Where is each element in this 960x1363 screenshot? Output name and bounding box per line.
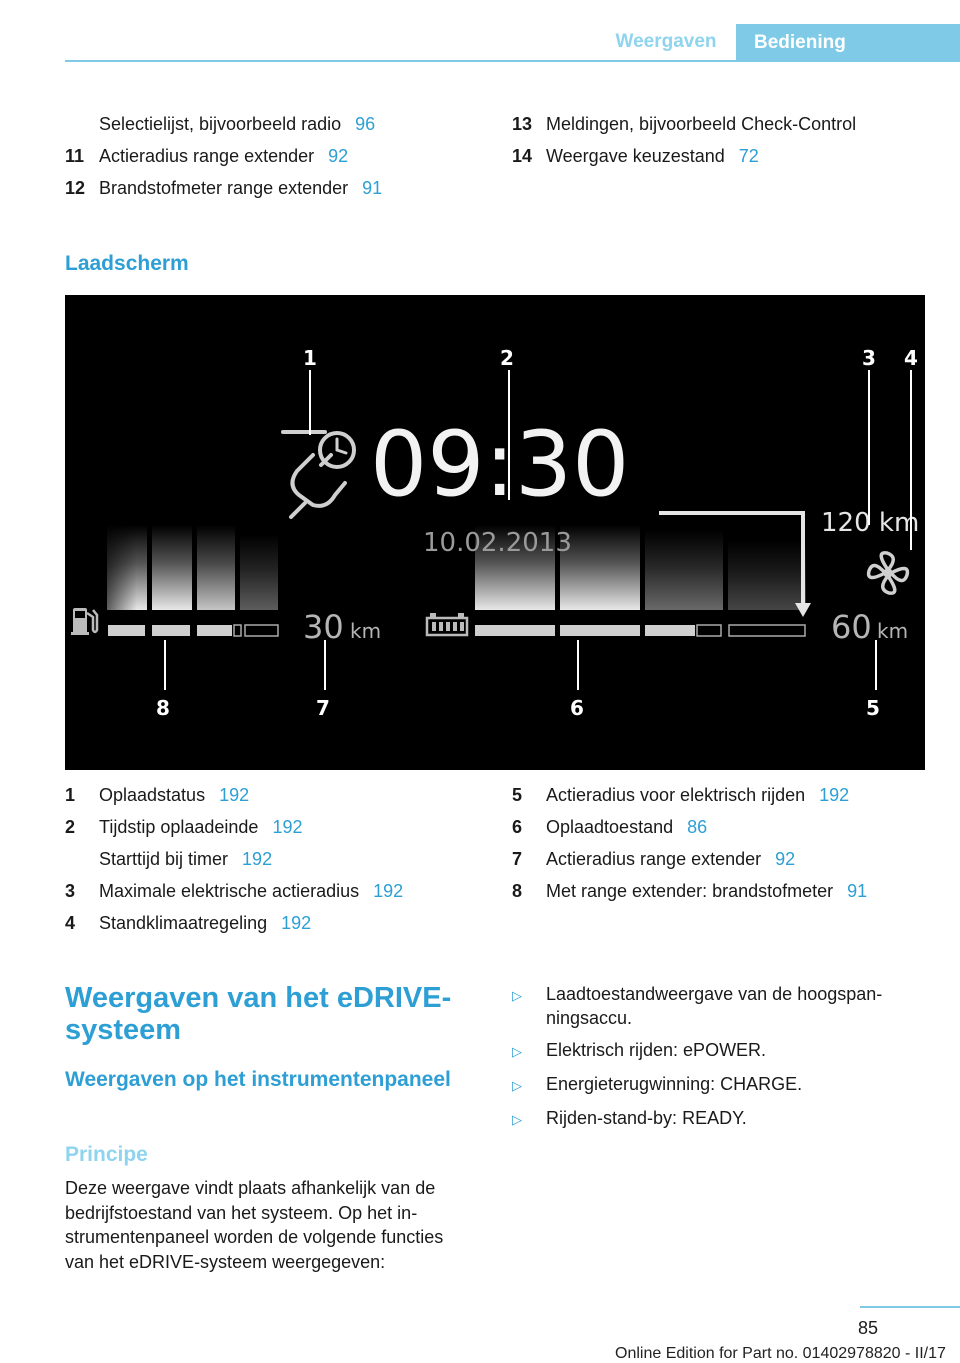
clock-time: 09:30 bbox=[370, 412, 630, 517]
callout-3: 3 bbox=[862, 346, 876, 370]
page-ref-link[interactable]: 91 bbox=[362, 178, 383, 198]
page-ref-link[interactable]: 91 bbox=[847, 881, 868, 901]
list-item: 2 Tijdstip oplaadeinde 192 bbox=[65, 811, 495, 843]
callout-5: 5 bbox=[866, 696, 880, 720]
callout-2: 2 bbox=[500, 346, 514, 370]
page-ref-link[interactable]: 192 bbox=[819, 785, 850, 805]
list-item: ▷ Laadtoestandweergave van de hoogspanningsaccu. bbox=[512, 984, 883, 1028]
page-ref-link[interactable]: 86 bbox=[687, 817, 708, 837]
electric-range-unit: km bbox=[877, 619, 909, 643]
list-item: Starttijd bij timer 192 bbox=[65, 843, 495, 875]
callout-6: 6 bbox=[570, 696, 584, 720]
legend-left bbox=[65, 779, 495, 939]
list-item: ▷ Energieterugwinning: CHARGE. bbox=[512, 1072, 932, 1098]
tab-bediening[interactable]: Bediening bbox=[736, 24, 960, 62]
page-header bbox=[0, 24, 960, 62]
list-item: 5 Actieradius voor elektrisch rijden 192 bbox=[512, 779, 952, 811]
bullet-triangle-icon: ▷ bbox=[512, 1044, 522, 1059]
tab-weergaven[interactable]: Weergaven bbox=[615, 31, 717, 52]
callout-1: 1 bbox=[303, 346, 317, 370]
battery-icon bbox=[427, 613, 467, 635]
charging-screen-image bbox=[65, 295, 925, 770]
page-ref-link[interactable]: 192 bbox=[272, 817, 303, 837]
bullet-triangle-icon: ▷ bbox=[512, 1112, 522, 1127]
subsection-heading-instrument-panel: Weergaven op het instrumentenpaneel bbox=[65, 1068, 451, 1091]
callout-8: 8 bbox=[156, 696, 170, 720]
page-number: 85 bbox=[858, 1318, 879, 1338]
page-ref-link[interactable]: 92 bbox=[328, 146, 349, 166]
page-ref-link[interactable]: 192 bbox=[242, 849, 273, 869]
top-left-list bbox=[65, 108, 495, 204]
page-ref-link[interactable]: 192 bbox=[219, 785, 250, 805]
list-item: Selectielijst, bijvoorbeeld radio 96 bbox=[65, 108, 495, 140]
page-ref-link[interactable]: 96 bbox=[355, 114, 376, 134]
subheading-principe: Principe bbox=[65, 1143, 148, 1166]
page-ref-link[interactable]: 192 bbox=[281, 913, 312, 933]
page-ref-link[interactable]: 92 bbox=[775, 849, 796, 869]
bullet-triangle-icon: ▷ bbox=[512, 988, 522, 1003]
list-item: 13 Meldingen, bijvoorbeeld Check-Control bbox=[512, 114, 857, 134]
list-item: 1 Oplaadstatus 192 bbox=[65, 779, 495, 811]
fuel-range-unit: km bbox=[350, 619, 382, 643]
bullet-list bbox=[512, 982, 932, 1140]
list-item: 6 Oplaadtoestand 86 bbox=[512, 811, 952, 843]
bullet-triangle-icon: ▷ bbox=[512, 1078, 522, 1093]
callout-4: 4 bbox=[904, 346, 918, 370]
fan-icon bbox=[869, 553, 908, 593]
electric-range-value: 60 bbox=[831, 608, 872, 646]
list-item: 3 Maximale elektrische actieradius 192 bbox=[65, 875, 495, 907]
fuel-range-value: 30 bbox=[303, 608, 344, 646]
max-range-label: 120 km bbox=[821, 508, 920, 538]
list-item: 8 Met range extender: brandstofmeter 91 bbox=[512, 875, 952, 907]
callout-7: 7 bbox=[316, 696, 330, 720]
list-item: 4 Standklimaatregeling 192 bbox=[65, 907, 495, 939]
section-heading-edrive: Weergaven van het eDRIVE-systeem bbox=[65, 982, 452, 1046]
list-item: ▷ Elektrisch rijden: ePOWER. bbox=[512, 1038, 932, 1064]
fuel-pump-icon bbox=[71, 608, 97, 635]
page-number-rule bbox=[860, 1306, 960, 1308]
list-item: 12 Brandstofmeter range extender 91 bbox=[65, 172, 495, 204]
list-item: 7 Actieradius range extender 92 bbox=[512, 843, 952, 875]
date-label: 10.02.2013 bbox=[423, 528, 572, 558]
section-title-laadscherm: Laadscherm bbox=[65, 252, 189, 275]
footer-edition: Online Edition for Part no. 01402978820 - II/17 bbox=[615, 1345, 946, 1362]
page-ref-link[interactable]: 72 bbox=[738, 146, 759, 166]
legend-right bbox=[512, 779, 952, 907]
list-item: 14 Weergave keuzestand 72 bbox=[512, 140, 942, 172]
fuel-level-bars bbox=[107, 525, 278, 636]
list-item: ▷ Rijden-stand-by: READY. bbox=[512, 1106, 932, 1132]
list-item: 11 Actieradius range extender 92 bbox=[65, 140, 495, 172]
body-paragraph: Deze weergave vindt plaats afhankelijk van de bedrijfstoestand van het systeem. Op het instrumentenpaneel worden de volgende functies van het eDRIVE-systeem weergegeven: bbox=[65, 1178, 444, 1272]
header-rule bbox=[65, 60, 960, 62]
page-ref-link[interactable]: 192 bbox=[373, 881, 404, 901]
top-right-list bbox=[512, 108, 942, 172]
charging-plug-clock-icon bbox=[283, 432, 354, 517]
